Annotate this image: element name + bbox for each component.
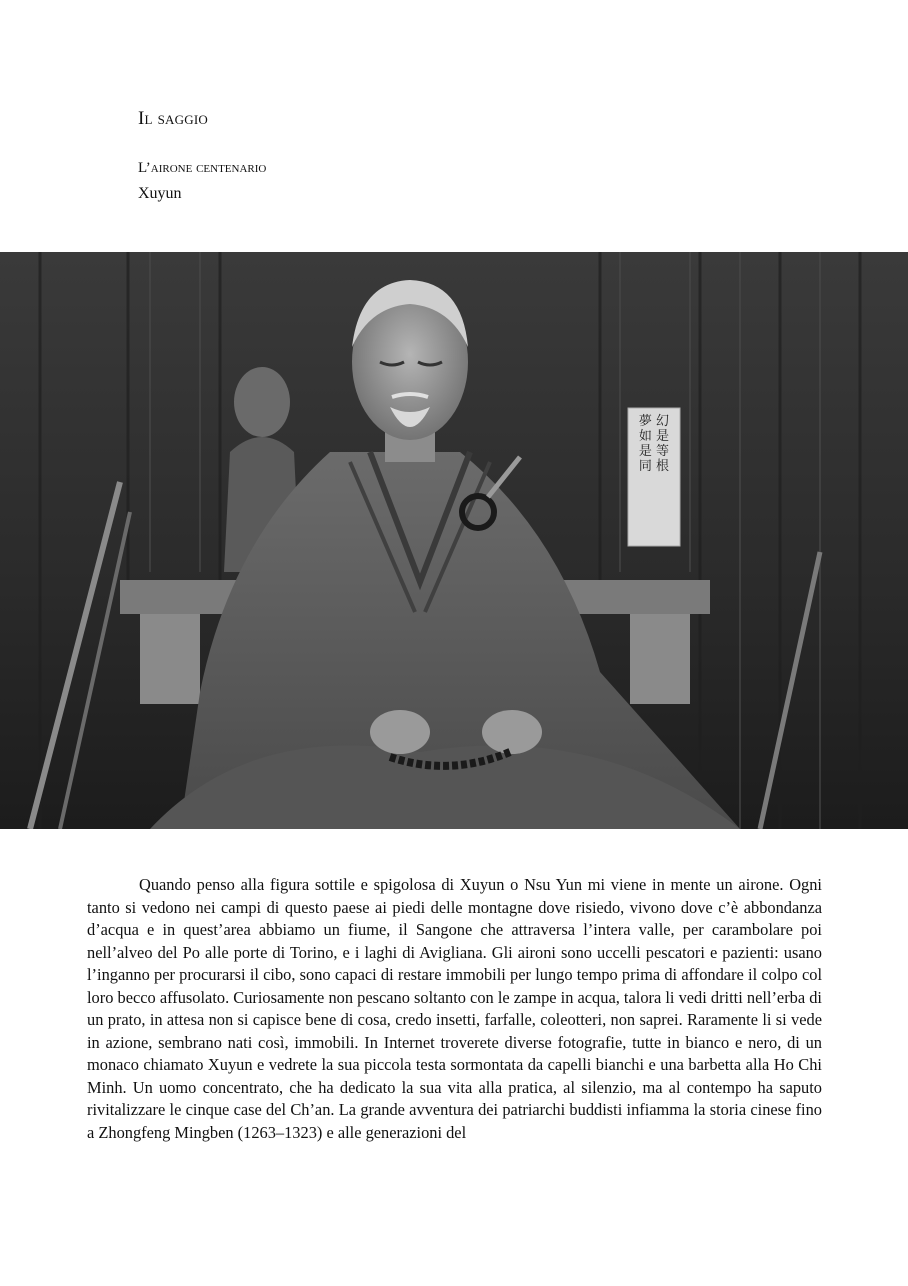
monk-photograph [0, 252, 908, 829]
sign-text: 夢 幻 如 是 是 等 同 根 [638, 414, 670, 474]
section-title: Il saggio [138, 108, 208, 129]
chapter-title: L’airone centenario [138, 160, 267, 176]
author-name: Xuyun [138, 185, 182, 202]
body-paragraph: Quando penso alla figura sottile e spigolosa di Xuyun o Nsu Yun mi viene in mente un airone. Ogni tanto si vedono nei campi di questo paese ai piedi delle montagne dove risiedo, vivono dove c’è abbondanza d’acqua e in quest’area abbiamo un fiume, il Sangone che attraversa l’intera valle, per carambolare poi nell’alveo del Po alle porte di Torino, e i laghi di Avigliana. Gli aironi sono uccelli pescatori e pazienti: usano l’inganno per procurarsi il cibo, sono capaci di restare immobili per lungo tempo prima di affondare il colpo col loro becco affusolato. Curiosamente non pescano soltanto con le zampe in acqua, talora li vedi dritti nell’erba di un prato, in attesa non si capisce bene di cosa, credo insetti, farfalle, coleotteri, non saprei. Raramente li si vede in azione, sembrano nati così, immobili. In Internet troverete diverse fotografie, tutte in bianco e nero, di un monaco chiamato Xuyun e vedrete la sua piccola testa sormontata da capelli bianchi e una barbetta alla Ho Chi Minh. Un uomo concentrato, che ha dedicato la sua vita alla pratica, al silenzio, ma al contempo ha saputo rivitalizzare le cinque case del Ch’an. La grande avventura dei patriarchi buddisti infiamma la storia cinese fino a Zhongfeng Mingben (1263–1323) e alle generazioni del [87, 875, 822, 1142]
